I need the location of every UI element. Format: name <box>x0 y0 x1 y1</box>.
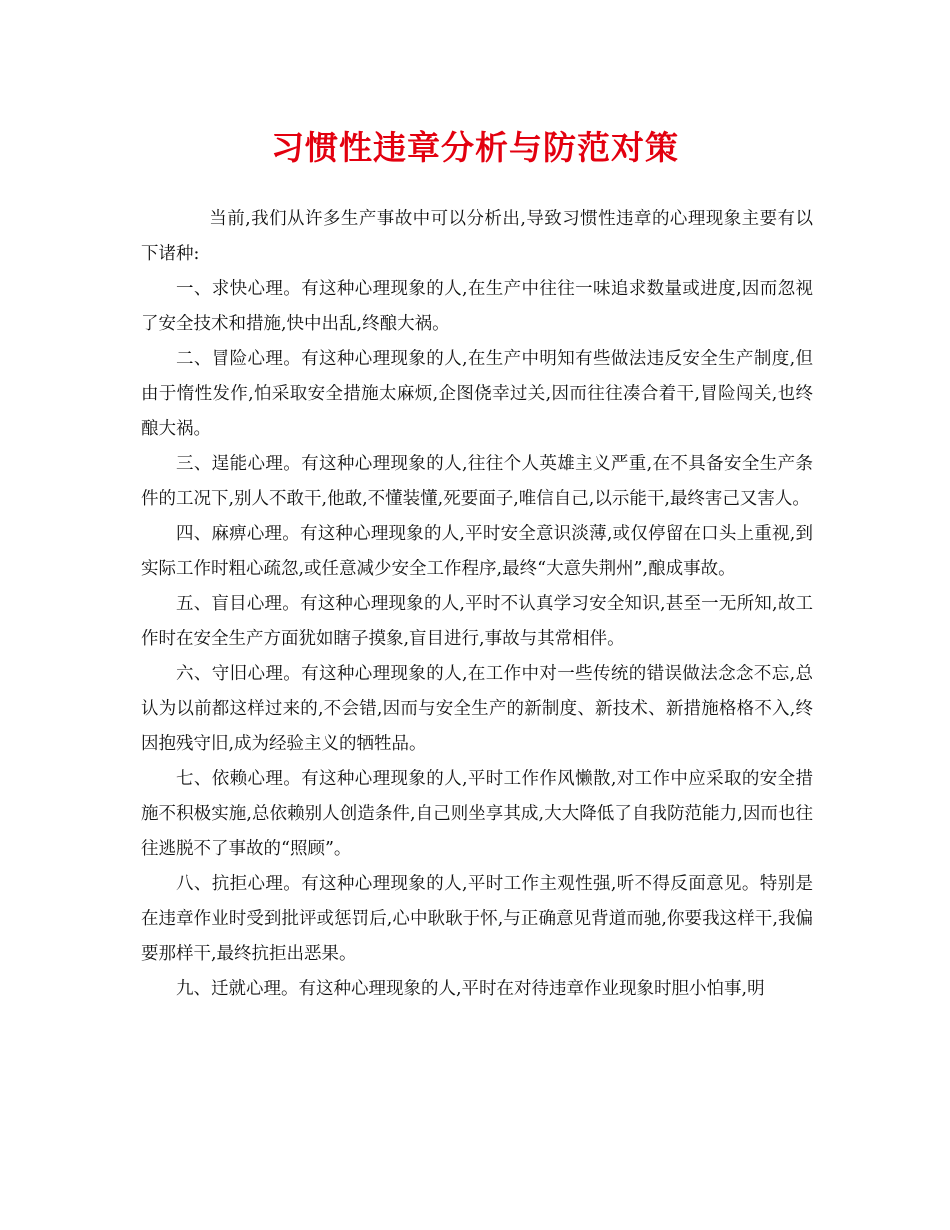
paragraph-item-4: 四、麻痹心理。有这种心理现象的人,平时安全意识淡薄,或仅停留在口头上重视,到实际工作时粗心疏忽,或任意减少安全工作程序,最终“大意失荆州”,酿成事故。 <box>141 524 813 579</box>
paragraph-item-6: 六、守旧心理。有这种心理现象的人,在工作中对一些传统的错误做法念念不忘,总认为以前都这样过来的,不会错,因而与安全生产的新制度、新技术、新措施格格不入,终因抱残守旧,成为经验主义的牺牲品。 <box>141 664 813 754</box>
paragraph-item-7: 七、依赖心理。有这种心理现象的人,平时工作作风懒散,对工作中应采取的安全措施不积极实施,总依赖别人创造条件,自己则坐享其成,大大降低了自我防范能力,因而也往往逃脱不了事故的“照顾”。 <box>141 769 813 859</box>
paragraph-item-1: 一、求快心理。有这种心理现象的人,在生产中往往一味追求数量或进度,因而忽视了安全技术和措施,快中出乱,终酿大祸。 <box>141 279 813 334</box>
paragraph-intro: 当前,我们从许多生产事故中可以分析出,导致习惯性违章的心理现象主要有以下诸种: <box>141 209 813 264</box>
paragraph-item-2: 二、冒险心理。有这种心理现象的人,在生产中明知有些做法违反安全生产制度,但由于惰性发作,怕采取安全措施太麻烦,企图侥幸过关,因而往往凑合着干,冒险闯关,也终酿大祸。 <box>141 349 813 439</box>
paragraph-item-9: 九、迁就心理。有这种心理现象的人,平时在对待违章作业现象时胆小怕事,明 <box>176 979 765 999</box>
document-body <box>141 202 813 1007</box>
paragraph-item-5: 五、盲目心理。有这种心理现象的人,平时不认真学习安全知识,甚至一无所知,故工作时在安全生产方面犹如瞎子摸象,盲目进行,事故与其常相伴。 <box>141 594 813 649</box>
document-title: 习惯性违章分析与防范对策 <box>271 128 679 167</box>
paragraph-item-3: 三、逞能心理。有这种心理现象的人,往往个人英雄主义严重,在不具备安全生产条件的工况下,别人不敢干,他敢,不懂装懂,死要面子,唯信自己,以示能干,最终害己又害人。 <box>141 454 813 509</box>
paragraph-item-8: 八、抗拒心理。有这种心理现象的人,平时工作主观性强,听不得反面意见。特别是在违章作业时受到批评或惩罚后,心中耿耿于怀,与正确意见背道而驰,你要我这样干,我偏要那样干,最终抗拒出恶果。 <box>141 874 813 964</box>
